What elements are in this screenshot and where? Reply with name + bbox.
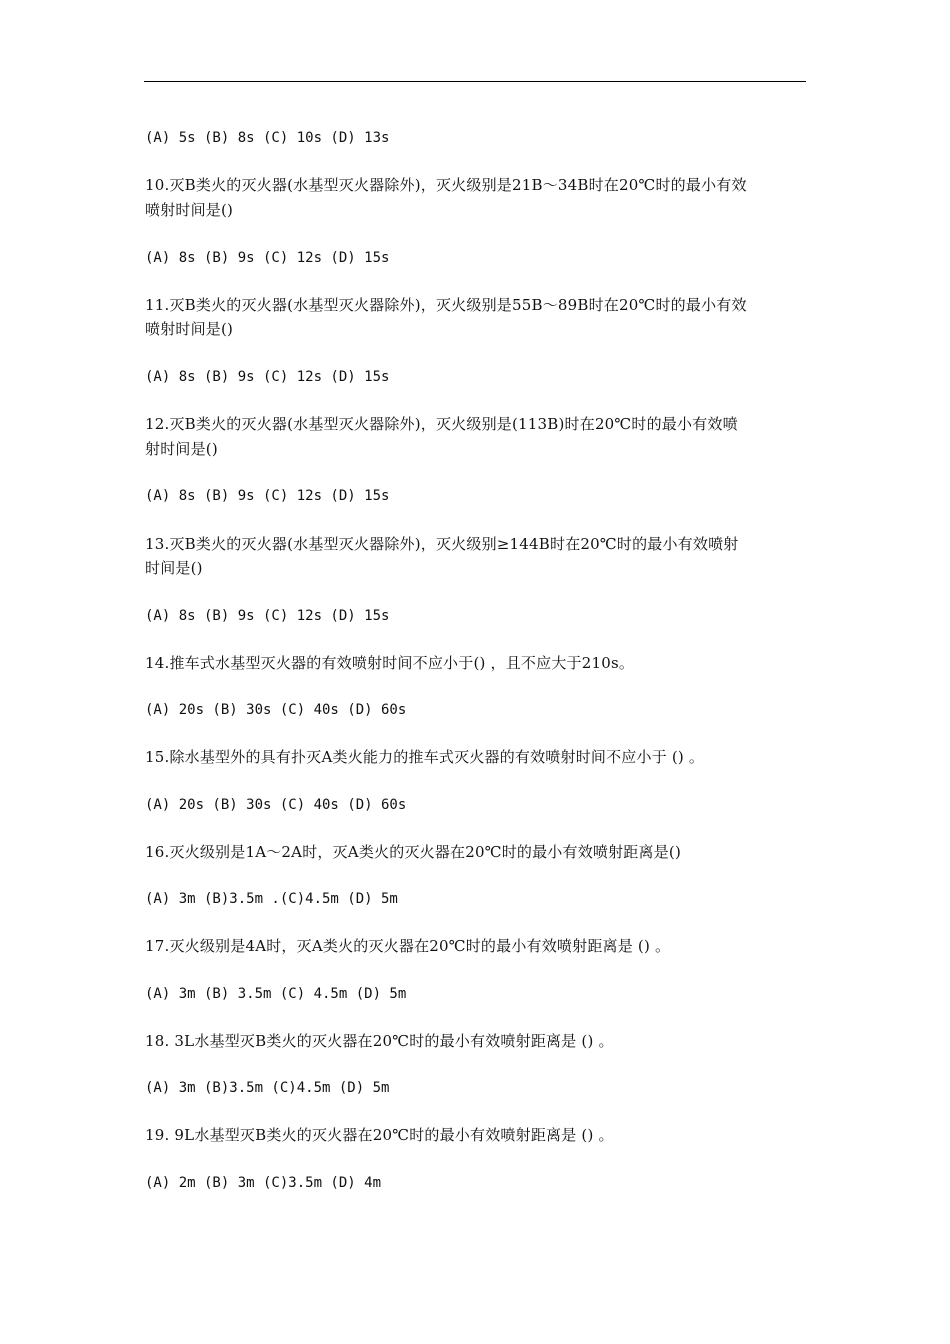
options-15: (A) 20s (B) 30s (C) 40s (D) 60s [145,797,407,813]
options-9: (A) 5s (B) 8s (C) 10s (D) 13s [145,130,390,146]
question-11-line-2: 喷射时间是() [145,320,234,338]
question-12-line-2: 射时间是() [145,440,218,458]
question-10-line-2: 喷射时间是() [145,201,234,219]
question-10-line-1: 10.灭B类火的灭火器(水基型灭火器除外)，灭火级别是21B～34B时在20℃时的最小有效 [145,176,747,194]
question-13-line-2: 时间是() [145,559,203,577]
question-15: 15.除水基型外的具有扑灭A类火能力的推车式灭火器的有效喷射时间不应小于 () 。 [145,748,705,766]
question-17: 17.灭火级别是4A时，灭A类火的灭火器在20℃时的最小有效喷射距离是 () 。 [145,937,671,955]
options-12: (A) 8s (B) 9s (C) 12s (D) 15s [145,488,390,504]
question-12-line-1: 12.灭B类火的灭火器(水基型灭火器除外)，灭火级别是(113B)时在20℃时的最小有效喷 [145,415,738,433]
options-14: (A) 20s (B) 30s (C) 40s (D) 60s [145,702,407,718]
options-16: (A) 3m (B)3.5m .(C)4.5m (D) 5m [145,891,398,907]
question-14: 14.推车式水基型灭火器的有效喷射时间不应小于() ，且不应大于210s。 [145,654,635,672]
question-19: 19. 9L水基型灭B类火的灭火器在20℃时的最小有效喷射距离是 () 。 [145,1126,614,1144]
options-19: (A) 2m (B) 3m (C)3.5m (D) 4m [145,1175,382,1191]
options-17: (A) 3m (B) 3.5m (C) 4.5m (D) 5m [145,986,407,1002]
question-18: 18. 3L水基型灭B类火的灭火器在20℃时的最小有效喷射距离是 () 。 [145,1032,614,1050]
header-rule [144,81,806,82]
options-18: (A) 3m (B)3.5m (C)4.5m (D) 5m [145,1080,390,1096]
options-11: (A) 8s (B) 9s (C) 12s (D) 15s [145,369,390,385]
options-10: (A) 8s (B) 9s (C) 12s (D) 15s [145,250,390,266]
question-16: 16.灭火级别是1A～2A时，灭A类火的灭火器在20℃时的最小有效喷射距离是() [145,843,682,861]
question-13-line-1: 13.灭B类火的灭火器(水基型灭火器除外)，灭火级别≥144B时在20℃时的最小有效喷射 [145,535,739,553]
options-13: (A) 8s (B) 9s (C) 12s (D) 15s [145,608,390,624]
question-11-line-1: 11.灭B类火的灭火器(水基型灭火器除外)，灭火级别是55B～89B时在20℃时的最小有效 [145,296,747,314]
